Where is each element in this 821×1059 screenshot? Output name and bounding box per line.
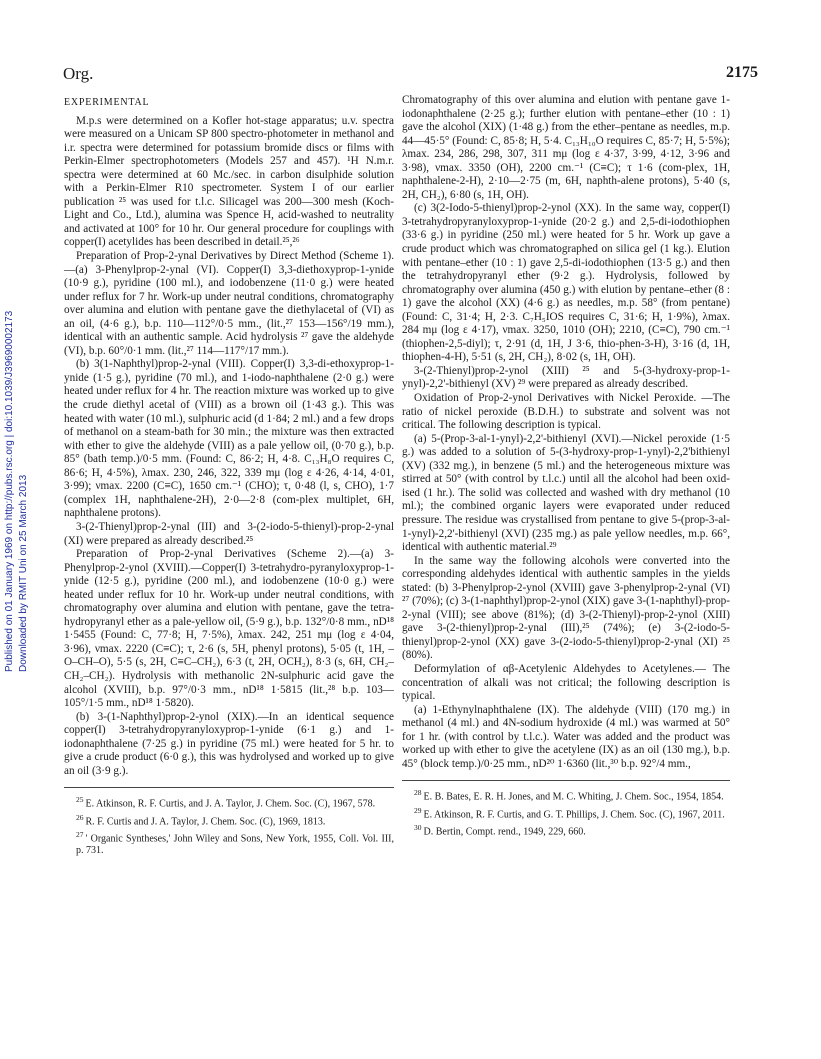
footnote-number: 29	[414, 805, 422, 815]
footnotes	[64, 787, 394, 857]
footnote-text: ' Organic Syntheses,' John Wiley and Sons, New York, 1955, Coll. Vol. III, p. 731.	[76, 833, 394, 857]
paragraph: Deformylation of αβ-Acetylenic Aldehydes to Acetylenes.— The concentration of alkali was not critical; the following description is typical.	[402, 662, 730, 703]
paragraph: Preparation of Prop-2-ynal Derivatives by Direct Method (Scheme 1).—(a) 3-Phenylprop-2-ynal (VI). Copper(I) 3,3-diethoxyprop-1-ynide (10·9 g.), pyridine (100 ml.), and iodobenzene (11·0 g.) were heated under reflux for 7 hr. Work-up under neutral conditions, chromatography over alumina and elution with pentane gave the diethylacetal of (VI) as an oil, (4·6 g.), b.p. 110—112°/0·5 mm., (lit.,²⁷ 153—156°/19 mm.), identical with an authentic sample. Acid hydrolysis ²⁷ gave the aldehyde (VI), b.p. 60°/0·1 mm. (lit.,²⁷ 114—117°/17 mm.).	[64, 250, 394, 357]
journal-name: Org.	[63, 64, 94, 83]
paragraph: 3-(2-Thienyl)prop-2-ynol (XIII) ²⁵ and 5-(3-hydroxy-prop-1-ynyl)-2,2'-bithienyl (XV) ²⁹ were prepared as already described.	[402, 364, 730, 391]
footnote-number: 30	[414, 823, 422, 832]
footnote	[402, 822, 730, 838]
footnote-text: R. F. Curtis and J. A. Taylor, J. Chem. Soc. (C), 1969, 1813.	[85, 816, 326, 827]
paragraph: (c) 3(2-Iodo-5-thienyl)prop-2-ynol (XX). In the same way, copper(I) 3-tetrahydropyranyloxyprop-1-ynide (20·2 g.) and 2,5-di-iodothiophen (33·6 g.) in pyridine (250 ml.) were heated for 5 hr. Work up gave a crude product which was chromatographed on silica gel (1 kg.). Elution with pentane–ether (10 : 1) gave 2,5-di-iodothiophen (13·5 g.) and then the tetrahydropyranyl ether (9·2 g.). Hydrolysis, followed by chromatography over alumina (450 g.) with elution by pentane–ether (8 : 1) gave the alcohol (XX) (4·6 g.) as needles, m.p. 58° (from pentane) (Found: C, 31·4; H, 2·3. C₇H₅IOS requires C, 31·6; H, 1·9%), λmax. 284 mμ (log ε 4·17), νmax. 3250, 1010 (OH); 2210, (C≡C), 790 cm.⁻¹ (thiophen-2,5-diyl); τ, 2·91 (d, 1H, J 3·6, thio-phen-3-H), 3·16 (d, 1H, thiophen-4-H), 5·51 (s, 2H, CH₂), 8·02 (s, 1H, OH).	[402, 202, 730, 364]
paragraph: In the same way the following alcohols were converted into the corresponding aldehydes identical with authentic samples in the yields stated: (b) 3-Phenylprop-2-ynol (XVIII) gave 3-phenylprop-2-ynal (VI) ²⁷ (70%); (c) 3-(1-naphthyl)prop-2-ynol (XIX) gave 3-(1-naphthyl)-prop-2-ynal (VIII); see above (81%); (d) 3-(2-Thienyl)-prop-2-ynol (XIII) gave 3-(2-thienyl)prop-2-ynal (III),²⁵ (74%); (e) 3-(2-iodo-5-thienyl)prop-2-ynol (XX) gave 3-(2-iodo-5-thienyl)prop-2-ynal (XI) ²⁵ (80%).	[402, 554, 730, 662]
left-column	[64, 94, 394, 858]
footnote-number: 28	[414, 788, 422, 798]
footnote	[402, 805, 730, 821]
paragraph: (b) 3(1-Naphthyl)prop-2-ynal (VIII). Copper(I) 3,3-di-ethoxyprop-1-ynide (1·5 g.), pyridine (70 ml.), and 1-iodo-naphthalene (2·0 g.) were heated under reflux for 4 hr. The reaction mixture was worked up to give the crude diethyl acetal of (VIII) as a brown oil (1·43 g.). This was heated with water (10 ml.), sulphuric acid (d 1·84; 2 ml.) and a few drops of methanol on a steam-bath for 30 min.; the mixture was then extracted with ether to give the aldehyde (VIII) as a pale yellow oil, (0·70 g.), b.p. 85° (bath temp.)/0·5 mm. (Found: C, 86·2; H, 4·8. C₁₃H₈O requires C, 86·6; H, 4·5%), λmax. 230, 246, 322, 339 mμ (log ε 4·26, 4·14, 4·01, 3·99); νmax. 2200 (C≡C), 1650 cm.⁻¹ (CHO); τ, 0·48 (l, s, CHO), 1·7 (complex 1H, naphthalene-2H), 2·0—2·8 (com-plex multiplet, 6H, naphthalene protons).	[64, 358, 394, 520]
footnote-number: 25	[76, 795, 84, 805]
footnote-text: E. Atkinson, R. F. Curtis, and G. T. Phillips, J. Chem. Soc. (C), 1967, 2011.	[423, 809, 725, 820]
footnote-number: 27	[76, 830, 84, 839]
footnote	[64, 794, 394, 810]
paragraph: Oxidation of Prop-2-ynol Derivatives with Nickel Peroxide. —The ratio of nickel peroxide (B.D.H.) to substrate and solvent was not critical. The following description is typical.	[402, 392, 730, 432]
paragraph: Chromatography of this over alumina and elution with pentane gave 1-iodonaphthalene (2·25 g.); further elution with pentane–ether (10 : 1) gave the alcohol (XIX) (1·48 g.) from the ether–pentane as needles, m.p. 44—45·5° (Found: C, 85·8; H, 5·4. C₁₃H₁₀O requires C, 85·7; H, 5·5%); λmax. 234, 286, 298, 307, 311 mμ (log ε 4·37, 3·99, 4·12, 3·96 and 3·98), νmax. 3350 (OH), 2200 cm.⁻¹ (C≡C); τ 1·6 (com-plex, 1H, naphthalene-2-H), 2·10—2·75 (m, 6H, naphth-alene protons), 5·40 (s, 2H, CH₂), 6·80 (s, 1H, OH).	[402, 94, 730, 201]
footnote-text: E. B. Bates, E. R. H. Jones, and M. C. Whiting, J. Chem. Soc., 1954, 1854.	[423, 791, 724, 803]
running-head	[63, 64, 758, 84]
footnotes	[402, 780, 730, 838]
paragraph: (a) 5-(Prop-3-al-1-ynyl)-2,2'-bithienyl (XVI).—Nickel peroxide (1·5 g.) was added to a solution of 5-(3-hydroxy-prop-1-ynyl)-2,2'bithienyl (XV) (332 mg.), in benzene (5 ml.) and the heterogeneous mixture was stirred at 50° (with control by t.l.c.) until all the alcohol had been oxid-ised (1 hr.). The solid was collected and washed with dry methanol (10 ml.); the combined organic layers were evaporated under reduced pressure. The residue was crystallised from pentane to give 5-(prop-3-al-1-ynyl)-2,2'-bithienyl (XVI) (235 mg.) as pale yellow needles, m.p. 66°, identical with authentic material.²⁹	[402, 432, 730, 554]
publication-note[interactable]: Published on 01 January 1969 on http://pubs.rsc.org | doi:10.1039/J39690002173	[4, 310, 15, 672]
paragraph: 3-(2-Thienyl)prop-2-ynal (III) and 3-(2-iodo-5-thienyl)-prop-2-ynal (XI) were prepared as already described.²⁵	[64, 520, 394, 547]
footnote-number: 26	[76, 812, 84, 822]
footnote	[64, 829, 394, 857]
paragraph: Preparation of Prop-2-ynal Derivatives (Scheme 2).—(a) 3-Phenylprop-2-ynol (XVIII).—Copper(I) 3-tetrahydro-pyranyloxyprop-1-ynide (12·5 g.), pyridine (200 ml.), and iodobenzene (10·0 g.) were heated under reflux for 10 hr. Work-up under neutral conditions, with chromatography over alumina and elution with pentane, gave the tetra-hydropyranyl ether as a pale-yellow oil, (5·9 g.), b.p. 132°/0·8 mm., nD¹⁸ 1·5455 (Found: C, 77·8; H, 7·5%), λmax. 242, 251 mμ (log ε 4·04, 3·96), νmax. 2220 (C≡C); τ, 2·6 (s, 5H, phenyl protons), 5·05 (t, 1H, –O–CH–O), 5·5 (s, 2H, C≡C–CH₂), 6·3 (t, 2H, OCH₂), 8·3 (s, 6H, CH₂–CH₂–CH₂). Hydrolysis with methanolic 2N-sulphuric acid gave the alcohol (XVIII), b.p. 97°/0·3 mm., nD¹⁸ 1·5815 (lit.,²⁸ b.p. 103—105°/1·5 mm., nD¹⁸ 1·5820).	[64, 548, 394, 710]
download-note: Downloaded by RMIT Uni on 25 March 2013	[18, 474, 29, 672]
footnote	[64, 812, 394, 828]
section-title: EXPERIMENTAL	[64, 97, 150, 108]
paragraph: (a) 1-Ethynylnaphthalene (IX). The aldehyde (VIII) (170 mg.) in methanol (4 ml.) and 4N-sodium hydroxide (4 ml.) was warmed at 50° for 1 hr. (with control by t.l.c.). Water was added and the product was worked up with ether to give the acetylene (IX) as an oil (130 mg.), b.p. 45° (block temp.)/0·25 mm., nD²⁰ 1·6360 (lit.,³⁰ b.p. 92°/4 mm.,	[402, 703, 730, 770]
footnote-text: D. Bertin, Compt. rend., 1949, 229, 660.	[423, 826, 586, 838]
footnote-text: E. Atkinson, R. F. Curtis, and J. A. Taylor, J. Chem. Soc. (C), 1967, 578.	[85, 798, 376, 810]
paragraph: (b) 3-(1-Naphthyl)prop-2-ynol (XIX).—In an identical sequence copper(I) 3-tetrahydropyranyloxyprop-1-ynide (6·1 g.) and 1-iodonaphthalene (7·25 g.) in pyridine (75 ml.) were heated for 5 hr. to give a crude product (6·0 g.), this was hydrolysed and worked up to give an oil (3·9 g.).	[64, 710, 394, 777]
right-column	[402, 94, 730, 839]
paragraph: M.p.s were determined on a Kofler hot-stage apparatus; u.v. spectra were measured on a Unicam SP 800 spectro-photometer in methanol and i.r. spectra were determined for potassium bromide discs or films with Perkin-Elmer spectrophotometers (Models 257 and 457). ¹H N.m.r. spectra were determined at 60 Mc./sec. in carbon disulphide solution with a Perkin-Elmer R10 spectrometer. System I of our earlier publication ²⁵ was used for t.l.c. Silicagel was 200—300 mesh (Koch-Light and Co., Ltd.), alumina was Spence H, acid-washed to neutrality and activated at 100° for 10 hr. Our general procedure for couplings with copper(I) acetylides has been described in detail.²⁵,²⁶	[64, 114, 394, 249]
page-number: 2175	[726, 64, 758, 81]
footnote	[402, 787, 730, 803]
